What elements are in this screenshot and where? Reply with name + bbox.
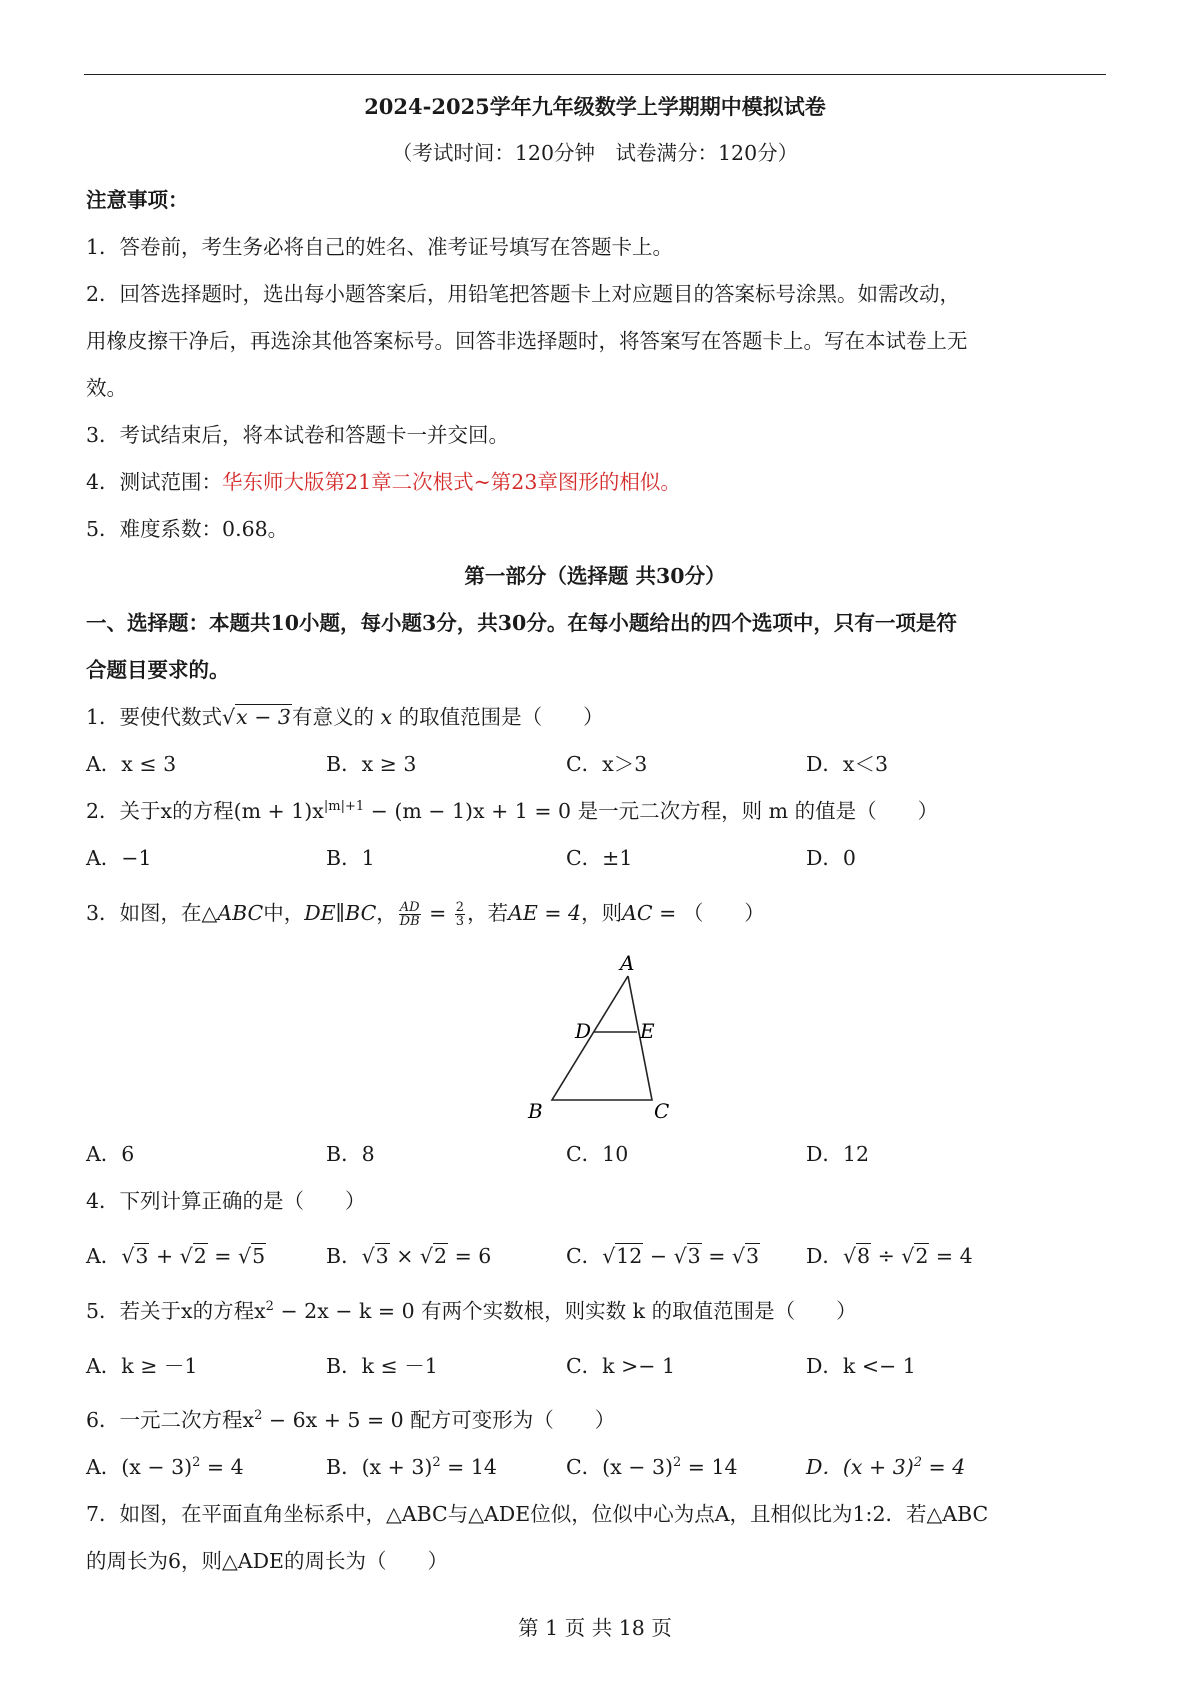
notes-heading: 注意事项：	[86, 188, 189, 212]
q3-frac-den: DB	[399, 914, 420, 929]
q1-option-a[interactable]: A．x ≤ 3	[86, 752, 177, 776]
q3-value-fraction	[455, 901, 465, 928]
note-item-2-line-2: 用橡皮擦干净后，再选涂其他答案标号。回答非选择题时，将答案写在答题卡上。写在本试卷上无	[86, 329, 968, 353]
equals: = 4	[929, 1244, 973, 1268]
q2-prefix: 2．关于x的方程(m + 1)x	[86, 799, 324, 823]
q1-option-c[interactable]: C．x＞3	[566, 752, 648, 776]
q6-b-exp: 2	[432, 1455, 441, 1470]
radicand: 2	[193, 1244, 207, 1268]
sqrt-2: √2	[179, 1244, 207, 1268]
q3-option-a[interactable]: A．6	[86, 1142, 135, 1166]
radicand: 8	[857, 1244, 871, 1268]
q6-c-exp: 2	[673, 1455, 682, 1470]
q6-a-exp: 2	[192, 1455, 201, 1470]
q4-c-label: C．	[566, 1244, 603, 1268]
q1-option-b[interactable]: B．x ≥ 3	[326, 752, 417, 776]
q4-option-a[interactable]	[86, 1242, 266, 1270]
sqrt-2: √2	[901, 1244, 929, 1268]
q6-d-exp: 2	[913, 1455, 923, 1470]
sqrt-3: √3	[121, 1244, 149, 1268]
part1-heading: 第一部分（选择题 共30分）	[464, 564, 726, 588]
triangle-diagram	[510, 948, 690, 1128]
q1-text-2: 的取值范围是（ ）	[398, 705, 604, 729]
q6-b-rest: = 14	[440, 1455, 497, 1479]
q1-radicand: x − 3	[236, 705, 291, 729]
note-item-2-line-1: 2．回答选择题时，选出每小题答案后，用铅笔把答题卡上对应题目的答案标号涂黑。如需改动，	[86, 282, 961, 306]
note-item-4-prefix: 4．测试范围：	[86, 470, 223, 494]
q6-c-rest: = 14	[681, 1455, 738, 1479]
question-6	[86, 1406, 615, 1434]
q3-text: 中，	[263, 901, 305, 925]
q3-parallel: DE∥BC	[304, 901, 377, 925]
q6-prefix: 6．一元二次方程x	[86, 1408, 255, 1432]
q4-option-d[interactable]	[806, 1242, 973, 1270]
q6-option-a[interactable]	[86, 1453, 244, 1481]
note-item-4	[86, 468, 681, 496]
question-4: 4．下列计算正确的是（ ）	[86, 1189, 366, 1213]
q2-suffix: − (m − 1)x + 1 = 0 是一元二次方程，则 m 的值是（ ）	[364, 799, 939, 823]
q3-ae: AE = 4	[508, 901, 582, 925]
operator: +	[149, 1244, 180, 1268]
question-1	[86, 703, 604, 731]
q3-option-b[interactable]: B．8	[326, 1142, 375, 1166]
q5-suffix: − 2x − k = 0 有两个实数根，则实数 k 的取值范围是（ ）	[273, 1299, 857, 1323]
q3-eq: =	[422, 901, 453, 925]
q2-option-a[interactable]: A．−1	[86, 846, 152, 870]
q5-exponent: 2	[265, 1299, 274, 1314]
q3-triangle: ABC	[217, 901, 264, 925]
q3-comma: ，	[376, 901, 397, 925]
q6-c-base: C．(x − 3)	[566, 1455, 673, 1479]
radicand: 12	[616, 1244, 643, 1268]
radicand: 3	[746, 1244, 760, 1268]
sqrt-2: √2	[419, 1244, 448, 1268]
q3-prefix: 3．如图，在△	[86, 901, 218, 925]
note-item-5: 5．难度系数：0.68。	[86, 517, 289, 541]
q4-a-label: A．	[86, 1244, 122, 1268]
radicand: 3	[687, 1244, 701, 1268]
q6-suffix: − 6x + 5 = 0 配方可变形为（ ）	[262, 1408, 616, 1432]
q1-option-d[interactable]: D．x＜3	[806, 752, 889, 776]
page-footer: 第 1 页 共 18 页	[518, 1616, 672, 1640]
operator: −	[643, 1244, 674, 1268]
q5-option-a[interactable]: A．k ≥ －1	[86, 1354, 198, 1378]
label-e: E	[640, 1019, 655, 1043]
question-5	[86, 1297, 857, 1325]
q3-val-den: 3	[455, 914, 465, 929]
q3-option-d[interactable]: D．12	[806, 1142, 870, 1166]
q3-text-3: ，则	[581, 901, 623, 925]
q4-b-label: B．	[326, 1244, 362, 1268]
q6-option-d[interactable]	[806, 1453, 965, 1481]
page-title: 2024-2025学年九年级数学上学期期中模拟试卷	[364, 94, 826, 119]
q5-option-b[interactable]: B．k ≤ －1	[326, 1354, 438, 1378]
operator: ×	[389, 1244, 420, 1268]
question-3	[86, 899, 765, 928]
question-7-line-1: 7．如图，在平面直角坐标系中，△ABC与△ADE位似，位似中心为点A，且相似比为1:2．若△ABC	[86, 1502, 989, 1526]
label-d: D	[575, 1019, 592, 1043]
section-intro-line-2: 合题目要求的。	[86, 658, 230, 682]
q5-prefix: 5．若关于x的方程x	[86, 1299, 266, 1323]
q6-d-base: D．(x + 3)	[806, 1455, 914, 1479]
sqrt-expression: √x − 3	[222, 705, 291, 729]
section-intro-line-1: 一、选择题：本题共10小题，每小题3分，共30分。在每小题给出的四个选项中，只有一项是符	[86, 611, 957, 635]
note-item-1: 1．答卷前，考生务必将自己的姓名、准考证号填写在答题卡上。	[86, 235, 674, 259]
q6-option-c[interactable]	[566, 1453, 738, 1481]
q3-val-num: 2	[455, 900, 465, 915]
q4-d-label: D．	[806, 1244, 843, 1268]
q4-option-b[interactable]	[326, 1242, 491, 1270]
q6-exponent: 2	[254, 1408, 263, 1423]
question-2	[86, 797, 938, 825]
question-7-line-2: 的周长为6，则△ADE的周长为（ ）	[86, 1549, 449, 1573]
q1-text: 有意义的	[291, 705, 374, 729]
equals: =	[207, 1244, 238, 1268]
label-c: C	[654, 1099, 670, 1123]
sqrt-5: √5	[238, 1244, 266, 1268]
q5-option-c[interactable]: C．k >− 1	[566, 1354, 676, 1378]
q3-ac: AC =	[622, 901, 683, 925]
q3-option-c[interactable]: C．10	[566, 1142, 629, 1166]
q3-text-2: ，若	[467, 901, 509, 925]
sqrt-3: √3	[731, 1244, 760, 1268]
radicand: 3	[375, 1244, 389, 1268]
note-item-3: 3．考试结束后，将本试卷和答题卡一并交回。	[86, 423, 510, 447]
triangle-abc	[552, 976, 652, 1100]
q6-d-rest: = 4	[922, 1455, 966, 1479]
q3-ratio-fraction	[399, 901, 421, 928]
sqrt-3: √3	[361, 1244, 389, 1268]
sqrt-12: √12	[602, 1244, 643, 1268]
q2-option-b[interactable]: B．1	[326, 846, 375, 870]
q2-exponent: |m|+1	[323, 799, 365, 814]
radicand: 2	[915, 1244, 929, 1268]
q5-option-d[interactable]: D．k <− 1	[806, 1354, 916, 1378]
radicand: 5	[252, 1244, 266, 1268]
radicand: 2	[434, 1244, 448, 1268]
q6-a-base: A．(x − 3)	[86, 1455, 193, 1479]
test-range: 华东师大版第21章二次根式~第23章图形的相似。	[222, 470, 681, 494]
q6-b-base: B．(x + 3)	[326, 1455, 433, 1479]
q1-var: x	[380, 705, 393, 729]
header-rule	[84, 74, 1106, 75]
note-item-2-line-3: 效。	[86, 376, 127, 400]
q3-suffix: （ ）	[682, 901, 765, 925]
q2-option-c[interactable]: C．±1	[566, 846, 633, 870]
sqrt-8: √8	[842, 1244, 871, 1268]
q3-frac-num: AD	[399, 900, 420, 915]
equals: = 6	[448, 1244, 492, 1268]
q6-option-b[interactable]	[326, 1453, 497, 1481]
exam-info: （考试时间：120分钟 试卷满分：120分）	[391, 141, 799, 165]
q1-prefix: 1．要使代数式	[86, 705, 223, 729]
operator: ÷	[871, 1244, 902, 1268]
label-b: B	[528, 1099, 543, 1123]
q6-a-rest: = 4	[200, 1455, 244, 1479]
q4-option-c[interactable]	[566, 1242, 760, 1270]
label-a: A	[620, 951, 635, 975]
sqrt-3: √3	[673, 1244, 701, 1268]
q2-option-d[interactable]: D．0	[806, 846, 856, 870]
equals: =	[701, 1244, 732, 1268]
radicand: 3	[135, 1244, 149, 1268]
